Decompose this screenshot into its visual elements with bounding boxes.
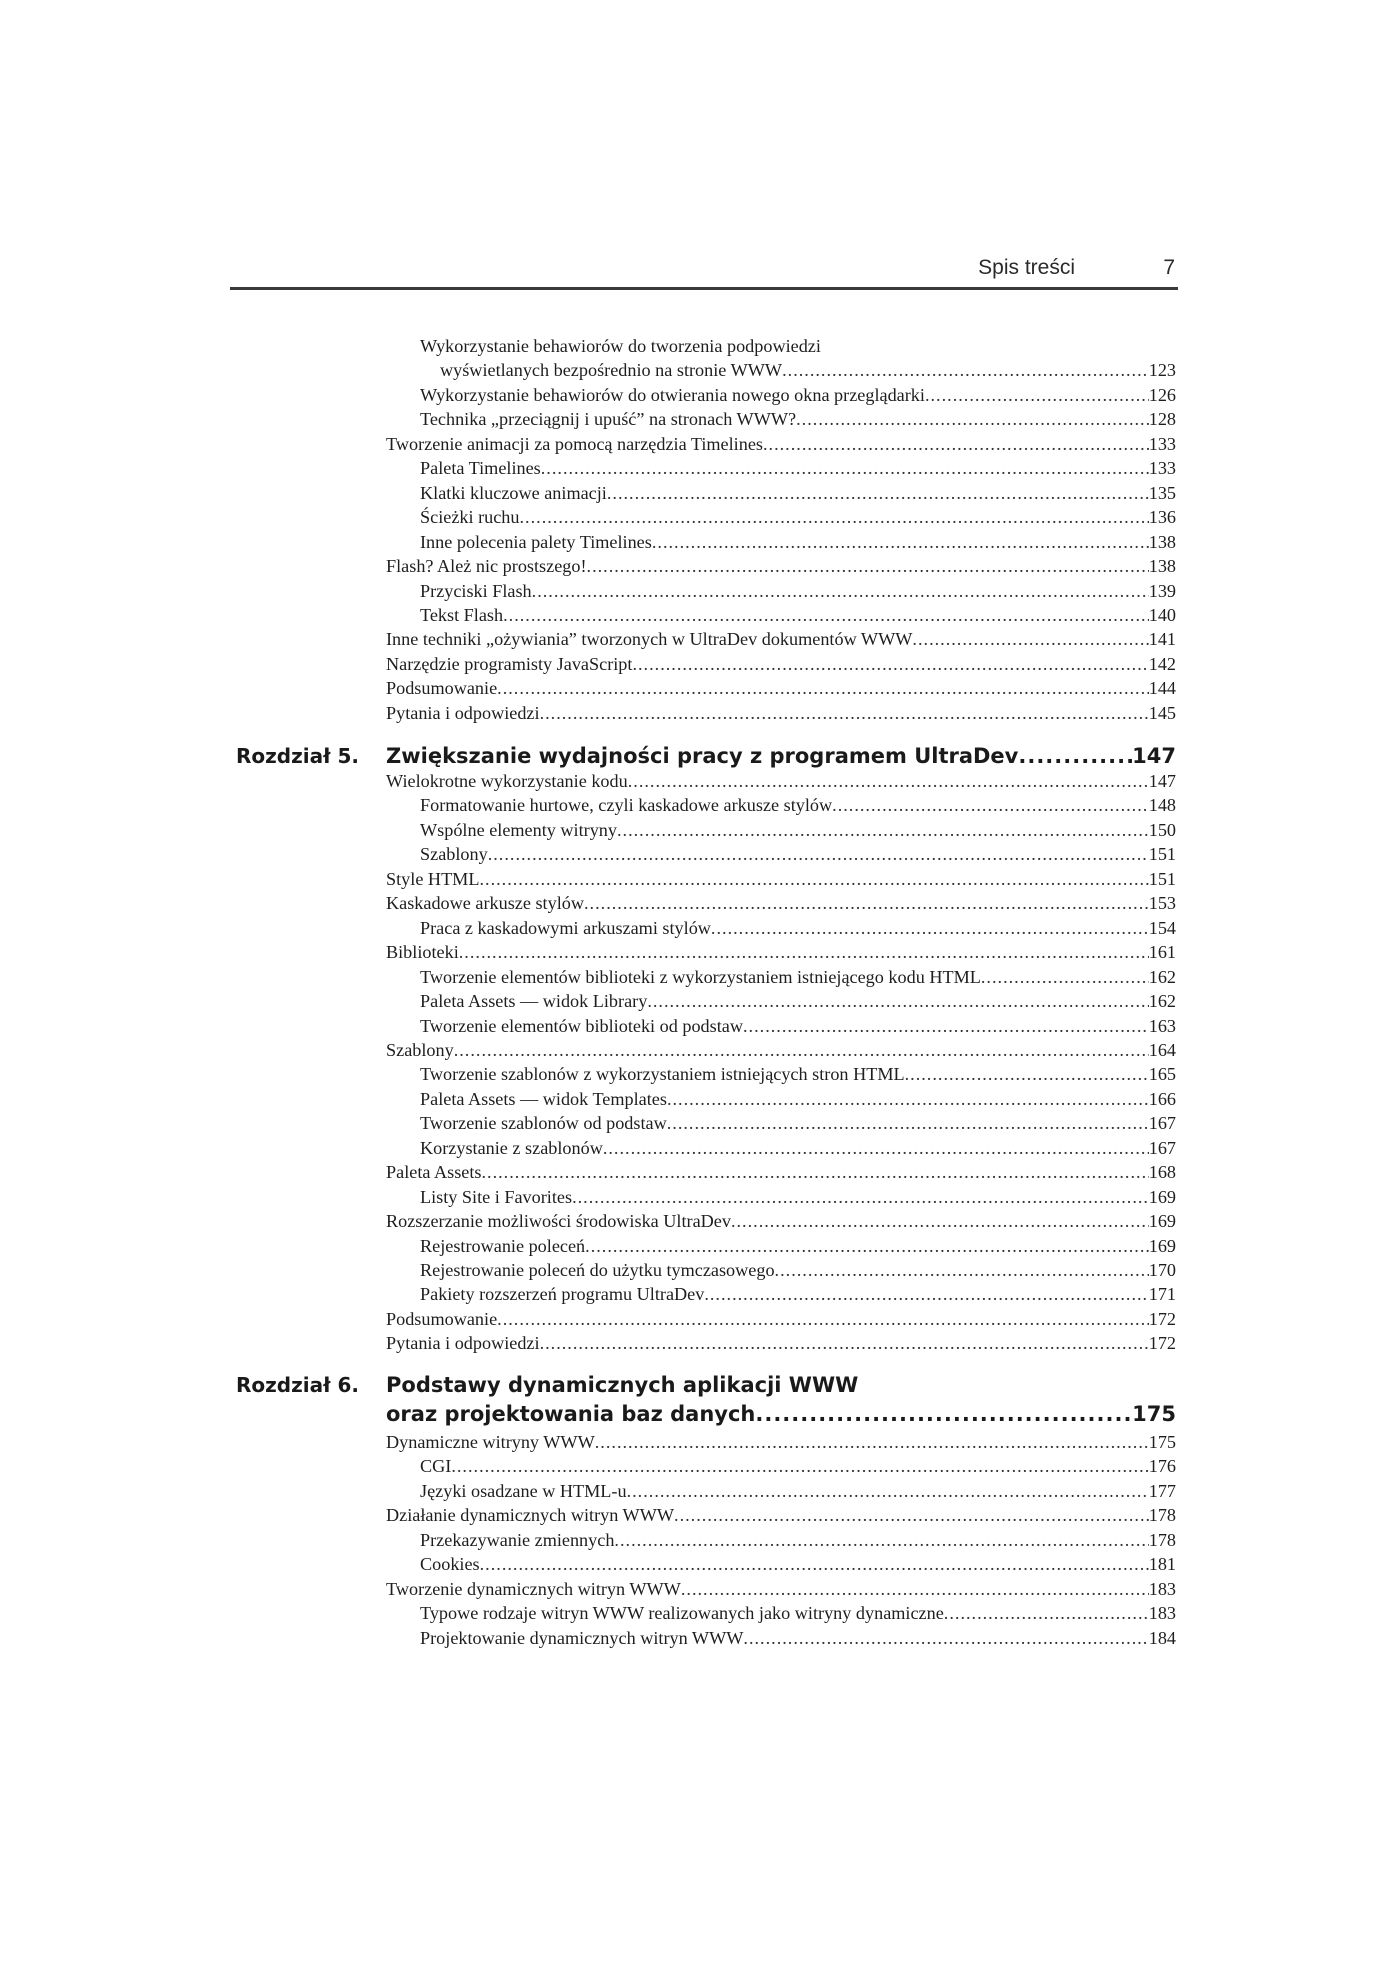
entry-title: wyświetlanych bezpośrednio na stronie WWW [440,360,783,381]
entry-page-number: 175 [1148,1432,1176,1452]
entry-title: Tworzenie elementów biblioteki od podstaw [420,1015,743,1036]
entry-title: Przyciski Flash [420,580,532,601]
entry-title: Tworzenie animacji za pomocą narzędzia Timelines [386,433,763,454]
dot-leader [763,432,1149,456]
toc-subsection-entry[interactable] [420,579,1176,603]
dot-leader [782,358,1149,382]
toc-section-entry[interactable] [386,1038,1176,1062]
entry-title: Podsumowanie [386,678,498,699]
dot-leader [587,554,1149,578]
toc-subsection-entry[interactable] [420,383,1176,407]
entry-page-number: 142 [1148,653,1176,674]
entry-title: Pakiety rozszerzeń programu UltraDev [420,1284,705,1305]
toc-subsection-entry[interactable] [420,1136,1176,1160]
dot-leader [681,1577,1149,1601]
chapter-6-title-line-2: oraz projektowania baz danych [386,1402,756,1426]
dot-leader [481,1160,1148,1184]
dot-leader [652,530,1149,554]
toc-subsection-entry[interactable] [420,1282,1176,1306]
page-number: 7 [1163,256,1175,279]
entry-title: Działanie dynamicznych witryn WWW [386,1505,675,1526]
toc-section-entry[interactable] [386,1307,1176,1331]
entry-page-number: 169 [1148,1211,1176,1232]
toc-subsection-entry[interactable] [420,1087,1176,1111]
chapter-6-heading[interactable] [386,1401,1176,1427]
chapter-6-label: Rozdział 6. [236,1373,359,1397]
entry-page-number: 148 [1148,795,1176,816]
entry-page-number: 138 [1148,531,1176,552]
toc-subsection-entry[interactable] [440,358,1176,382]
running-header-title: Spis treści [978,256,1075,279]
toc-section-entry[interactable] [386,940,1176,964]
entry-title: Wspólne elementy witryny [420,819,617,840]
entry-title: Paleta Assets [386,1162,482,1183]
entry-page-number: 167 [1148,1137,1176,1158]
entry-title: Inne polecenia palety Timelines [420,531,652,552]
toc-section-entry[interactable] [386,1430,1176,1454]
dot-leader [667,1087,1149,1111]
entry-title: Kaskadowe arkusze stylów [386,893,584,914]
toc-section-entry[interactable] [386,891,1176,915]
toc-section-entry[interactable] [386,554,1176,578]
entry-page-number: 166 [1148,1088,1176,1109]
entry-title: Flash? Ależ nic prostszego! [386,556,587,577]
toc-section-entry[interactable] [386,867,1176,891]
entry-page-number: 162 [1148,991,1176,1012]
entry-title: Dynamiczne witryny WWW [386,1432,595,1452]
toc-section-entry[interactable] [386,1331,1176,1355]
entry-title: Tekst Flash [420,604,504,625]
toc-subsection-entry[interactable] [420,842,1176,866]
dot-leader [480,1552,1149,1576]
dot-leader [632,652,1148,676]
toc-subsection-entry[interactable] [420,1185,1176,1209]
dot-leader [603,1136,1149,1160]
chapter-6-title-line-1: Podstawy dynamicznych aplikacji WWW [386,1373,859,1397]
toc-subsection-entry[interactable] [420,456,1176,480]
toc-section-entry[interactable] [386,1209,1176,1233]
toc-section-entry[interactable] [386,1577,1176,1601]
entry-title: Korzystanie z szablonów [420,1137,603,1158]
entry-title: Wykorzystanie behawiorów do otwierania nowego okna przeglądarki [420,384,925,405]
toc-entry-continued: Wykorzystanie behawiorów do tworzenia podpowiedzi [420,336,821,356]
entry-title: Narzędzie programisty JavaScript [386,653,633,674]
dot-leader [497,676,1149,700]
dot-leader [628,769,1149,793]
toc-subsection-entry[interactable] [420,1111,1176,1135]
toc-subsection-entry[interactable] [420,916,1176,940]
chapter-5-heading[interactable] [386,743,1176,769]
entry-title: Style HTML [386,868,480,889]
entry-page-number: 164 [1148,1039,1176,1060]
entry-page-number: 172 [1148,1308,1176,1329]
entry-title: Paleta Assets — widok Library [420,991,648,1012]
entry-title: Szablony [386,1039,454,1060]
dot-leader [627,1479,1149,1503]
dot-leader [667,1111,1149,1135]
toc-subsection-entry[interactable] [420,505,1176,529]
dot-leader [775,1258,1149,1282]
dot-leader [454,1038,1149,1062]
toc-subsection-entry[interactable] [420,1528,1176,1552]
entry-page-number: 141 [1148,629,1176,650]
entry-title: Języki osadzane w HTML-u [420,1480,627,1501]
dot-leader [520,505,1149,529]
dot-leader [541,456,1149,480]
chapter-5-page: 147 [1132,744,1176,768]
dot-leader [832,793,1149,817]
toc-subsection-entry[interactable] [420,1479,1176,1503]
entry-title: Cookies [420,1554,480,1575]
entry-title: Rozszerzanie możliwości środowiska UltraDev [386,1211,731,1232]
entry-page-number: 133 [1148,458,1176,479]
toc-section-entry[interactable] [386,627,1176,651]
toc-subsection-entry[interactable] [420,603,1176,627]
entry-page-number: 178 [1148,1529,1176,1550]
toc-section-entry[interactable] [386,432,1176,456]
dot-leader [981,965,1149,989]
dot-leader [674,1503,1149,1527]
entry-page-number: 135 [1148,482,1176,503]
toc-section-entry[interactable] [386,652,1176,676]
dot-leader [704,1282,1148,1306]
toc-subsection-entry[interactable] [420,965,1176,989]
toc-subsection-entry[interactable] [420,818,1176,842]
entry-page-number: 161 [1148,942,1176,963]
entry-title: Pytania i odpowiedzi [386,702,540,723]
toc-subsection-entry[interactable] [420,1258,1176,1282]
dot-leader [488,842,1149,866]
dot-leader [755,1401,1132,1427]
dot-leader [731,1209,1149,1233]
entry-page-number: 168 [1148,1162,1176,1183]
entry-title: Paleta Assets — widok Templates [420,1088,667,1109]
dot-leader [614,1528,1148,1552]
dot-leader [647,989,1148,1013]
entry-page-number: 162 [1148,966,1176,987]
toc-subsection-entry[interactable] [420,530,1176,554]
chapter-5-title: Zwiększanie wydajności pracy z programem UltraDev [386,744,1019,768]
entry-page-number: 177 [1148,1480,1176,1501]
dot-leader [925,383,1149,407]
entry-page-number: 165 [1148,1064,1176,1085]
entry-title: Listy Site i Favorites [420,1186,573,1207]
entry-title: Ścieżki ruchu [420,507,520,528]
toc-subsection-entry[interactable] [420,1601,1176,1625]
dot-leader [540,1331,1149,1355]
entry-page-number: 154 [1148,917,1176,938]
entry-title: Typowe rodzaje witryn WWW realizowanych jako witryny dynamiczne [420,1603,944,1624]
entry-page-number: 147 [1148,771,1176,791]
dot-leader [585,1234,1149,1258]
entry-title: Praca z kaskadowymi arkuszami stylów [420,917,711,938]
entry-title: Przekazywanie zmiennych [420,1529,615,1550]
dot-leader [584,891,1149,915]
entry-title: Tworzenie elementów biblioteki z wykorzystaniem istniejącego kodu HTML [420,966,981,987]
entry-title: CGI [420,1456,452,1477]
dot-leader [617,818,1149,842]
header-rule [230,287,1178,290]
entry-page-number: 138 [1148,556,1176,577]
entry-title: Rejestrowanie poleceń do użytku tymczasowego [420,1260,775,1280]
entry-page-number: 153 [1148,893,1176,914]
entry-page-number: 167 [1148,1113,1176,1134]
entry-page-number: 139 [1148,580,1176,601]
dot-leader [743,1626,1148,1650]
entry-page-number: 183 [1148,1578,1176,1599]
entry-title: Biblioteki [386,942,459,963]
entry-page-number: 145 [1148,702,1176,723]
toc-subsection-entry[interactable] [420,989,1176,1013]
entry-title: Klatki kluczowe animacji [420,482,607,503]
entry-page-number: 176 [1148,1456,1176,1477]
dot-leader [497,1307,1149,1331]
dot-leader [595,1430,1149,1454]
dot-leader [912,627,1148,651]
toc-section-entry[interactable] [386,1503,1176,1527]
entry-title: Rejestrowanie poleceń [420,1235,586,1256]
toc-subsection-entry[interactable] [420,1552,1176,1576]
entry-title: Paleta Timelines [420,458,541,479]
entry-title: Projektowanie dynamicznych witryn WWW [420,1627,744,1648]
entry-page-number: 150 [1148,819,1176,840]
entry-page-number: 133 [1148,433,1176,454]
toc-section-entry[interactable] [386,1160,1176,1184]
entry-title: Szablony [420,844,488,865]
entry-page-number: 181 [1148,1554,1176,1575]
entry-page-number: 128 [1148,409,1176,430]
entry-page-number: 123 [1148,360,1176,381]
dot-leader [451,1454,1148,1478]
entry-page-number: 183 [1148,1603,1176,1624]
toc-subsection-entry[interactable] [420,1626,1176,1650]
dot-leader [743,1014,1149,1038]
dot-leader [796,407,1149,431]
dot-leader [607,481,1149,505]
entry-title: Wielokrotne wykorzystanie kodu [386,771,628,791]
entry-title: Technika „przeciągnij i upuść” na stronach WWW? [420,409,797,430]
entry-title: Inne techniki „ożywiania” tworzonych w UltraDev dokumentów WWW [386,629,913,650]
entry-page-number: 126 [1148,384,1176,405]
entry-title: Podsumowanie [386,1308,498,1329]
dot-leader [503,603,1149,627]
entry-page-number: 163 [1148,1015,1176,1036]
dot-leader [459,940,1149,964]
toc-subsection-entry[interactable] [420,1454,1176,1478]
toc-subsection-entry[interactable] [420,481,1176,505]
entry-title: Tworzenie szablonów z wykorzystaniem istniejących stron HTML [420,1064,905,1085]
entry-page-number: 171 [1148,1284,1176,1305]
entry-page-number: 169 [1148,1235,1176,1256]
toc-subsection-entry[interactable] [420,1234,1176,1258]
toc-subsection-entry[interactable] [420,407,1176,431]
entry-page-number: 169 [1148,1186,1176,1207]
toc-section-entry[interactable] [386,676,1176,700]
entry-page-number: 184 [1148,1627,1176,1648]
dot-leader [1018,743,1132,769]
dot-leader [905,1062,1149,1086]
dot-leader [479,867,1148,891]
entry-page-number: 170 [1148,1260,1176,1280]
entry-page-number: 172 [1148,1333,1176,1354]
entry-page-number: 136 [1148,507,1176,528]
dot-leader [532,579,1149,603]
dot-leader [944,1601,1149,1625]
dot-leader [711,916,1149,940]
entry-page-number: 151 [1148,868,1176,889]
toc-subsection-entry[interactable] [420,1014,1176,1038]
entry-title: Tworzenie szablonów od podstaw [420,1113,667,1134]
entry-page-number: 178 [1148,1505,1176,1526]
toc-subsection-entry[interactable] [420,1062,1176,1086]
dot-leader [572,1185,1149,1209]
entry-page-number: 140 [1148,604,1176,625]
toc-subsection-entry[interactable] [420,793,1176,817]
toc-section-entry[interactable] [386,769,1176,793]
chapter-6-page: 175 [1132,1402,1176,1426]
entry-page-number: 151 [1148,844,1176,865]
entry-title: Tworzenie dynamicznych witryn WWW [386,1578,681,1599]
entry-title: Formatowanie hurtowe, czyli kaskadowe arkusze stylów [420,795,833,816]
dot-leader [540,701,1149,725]
chapter-5-label: Rozdział 5. [236,744,359,768]
entry-title: Pytania i odpowiedzi [386,1333,540,1354]
entry-page-number: 144 [1148,678,1176,699]
toc-section-entry[interactable] [386,701,1176,725]
